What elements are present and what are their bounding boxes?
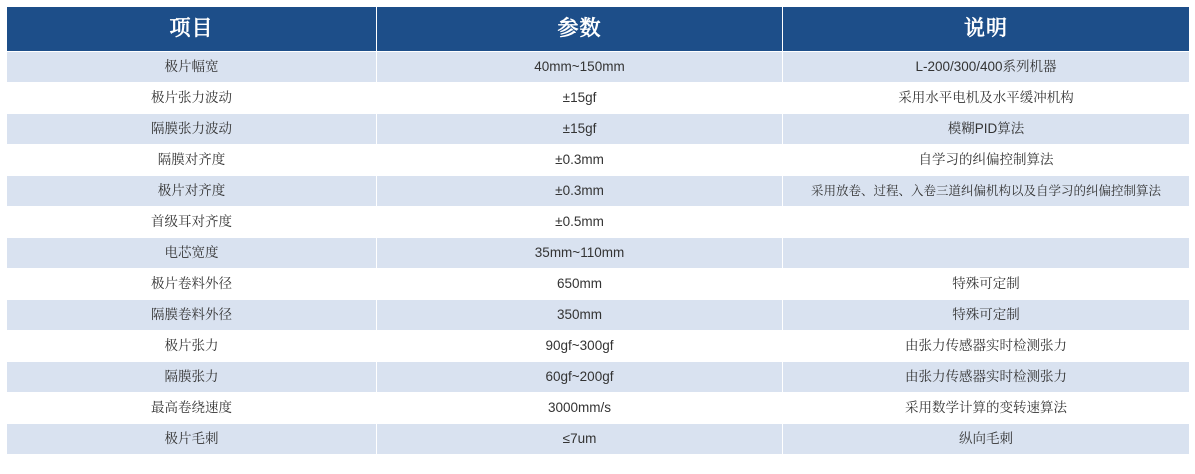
specification-table [6, 6, 1190, 455]
table-row [7, 238, 1190, 269]
cell-parameter: ±0.3mm [377, 176, 783, 207]
cell-item: 隔膜张力 [7, 362, 377, 393]
cell-description: 由张力传感器实时检测张力 [783, 362, 1190, 393]
cell-parameter: 40mm~150mm [377, 52, 783, 83]
table-header [7, 7, 1190, 52]
table-row [7, 83, 1190, 114]
table-row [7, 207, 1190, 238]
cell-description [783, 238, 1190, 269]
cell-parameter: 60gf~200gf [377, 362, 783, 393]
cell-item: 极片卷料外径 [7, 269, 377, 300]
cell-item: 电芯宽度 [7, 238, 377, 269]
cell-description: 由张力传感器实时检测张力 [783, 331, 1190, 362]
cell-item: 首级耳对齐度 [7, 207, 377, 238]
cell-parameter: ±0.5mm [377, 207, 783, 238]
table-row [7, 362, 1190, 393]
table-row [7, 176, 1190, 207]
cell-parameter: 650mm [377, 269, 783, 300]
cell-description [783, 207, 1190, 238]
table-row [7, 114, 1190, 145]
table-body [7, 52, 1190, 455]
cell-description: 自学习的纠偏控制算法 [783, 145, 1190, 176]
cell-item: 极片毛刺 [7, 424, 377, 455]
cell-parameter: ≤7um [377, 424, 783, 455]
column-header-parameter: 参数 [377, 7, 783, 52]
table-row [7, 424, 1190, 455]
table-row [7, 145, 1190, 176]
cell-item: 极片对齐度 [7, 176, 377, 207]
cell-parameter: 35mm~110mm [377, 238, 783, 269]
table-row [7, 269, 1190, 300]
cell-item: 隔膜对齐度 [7, 145, 377, 176]
cell-item: 极片张力波动 [7, 83, 377, 114]
cell-item: 隔膜张力波动 [7, 114, 377, 145]
cell-description: 特殊可定制 [783, 300, 1190, 331]
column-header-description: 说明 [783, 7, 1190, 52]
cell-description: 模糊PID算法 [783, 114, 1190, 145]
cell-description: 采用放卷、过程、入卷三道纠偏机构以及自学习的纠偏控制算法 [783, 176, 1190, 207]
table-row [7, 393, 1190, 424]
table-row [7, 331, 1190, 362]
cell-description: 采用水平电机及水平缓冲机构 [783, 83, 1190, 114]
cell-description: 采用数学计算的变转速算法 [783, 393, 1190, 424]
cell-item: 极片张力 [7, 331, 377, 362]
cell-description: 特殊可定制 [783, 269, 1190, 300]
table-row [7, 300, 1190, 331]
cell-item: 极片幅宽 [7, 52, 377, 83]
cell-item: 最高卷绕速度 [7, 393, 377, 424]
cell-parameter: ±0.3mm [377, 145, 783, 176]
table-header-row [7, 7, 1190, 52]
cell-parameter: ±15gf [377, 83, 783, 114]
cell-parameter: 350mm [377, 300, 783, 331]
cell-description: L-200/300/400系列机器 [783, 52, 1190, 83]
table-row [7, 52, 1190, 83]
column-header-item: 项目 [7, 7, 377, 52]
cell-parameter: ±15gf [377, 114, 783, 145]
cell-parameter: 3000mm/s [377, 393, 783, 424]
cell-item: 隔膜卷料外径 [7, 300, 377, 331]
cell-description: 纵向毛刺 [783, 424, 1190, 455]
cell-parameter: 90gf~300gf [377, 331, 783, 362]
